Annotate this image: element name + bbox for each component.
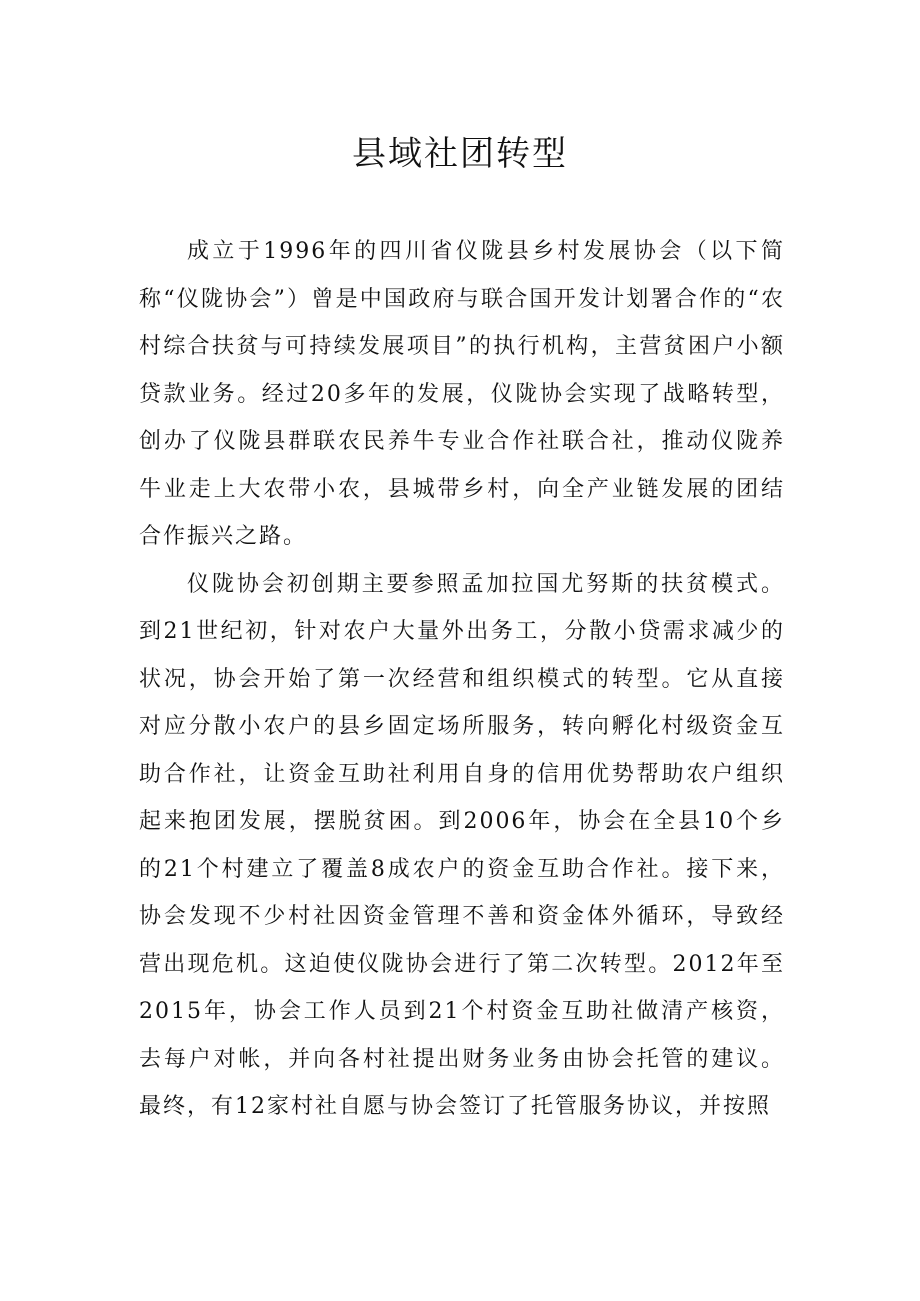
document-body [139,228,785,1131]
paragraph-1: 成立于1996年的四川省仪陇县乡村发展协会（以下简称“仪陇协会”）曾是中国政府与联合国开发计划署合作的“农村综合扶贫与可持续发展项目”的执行机构，主营贫困户小额贷款业务。经过20多年的发展，仪陇协会实现了战略转型，创办了仪陇县群联农民养牛专业合作社联合社，推动仪陇养牛业走上大农带小农，县城带乡村，向全产业链发展的团结合作振兴之路。 [139,239,785,549]
paragraph-2: 仪陇协会初创期主要参照孟加拉国尤努斯的扶贫模式。到21世纪初，针对农户大量外出务工，分散小贷需求减少的状况，协会开始了第一次经营和组织模式的转型。它从直接对应分散小农户的县乡固定场所服务，转向孵化村级资金互助合作社，让资金互助社利用自身的信用优势帮助农户组织起来抱团发展，摆脱贫困。到2006年，协会在全县10个乡的21个村建立了覆盖8成农户的资金互助合作社。接下来，协会发现不少村社因资金管理不善和资金体外循环，导致经营出现危机。这迫使仪陇协会进行了第二次转型。2012年至2015年，协会工作人员到21个村资金互助社做清产核资，去每户对帐，并向各村社提出财务业务由协会托管的建议。最终，有12家村社自愿与协会签订了托管服务协议，并按照 [139,571,785,1119]
page-title: 县域社团转型 [352,134,568,174]
